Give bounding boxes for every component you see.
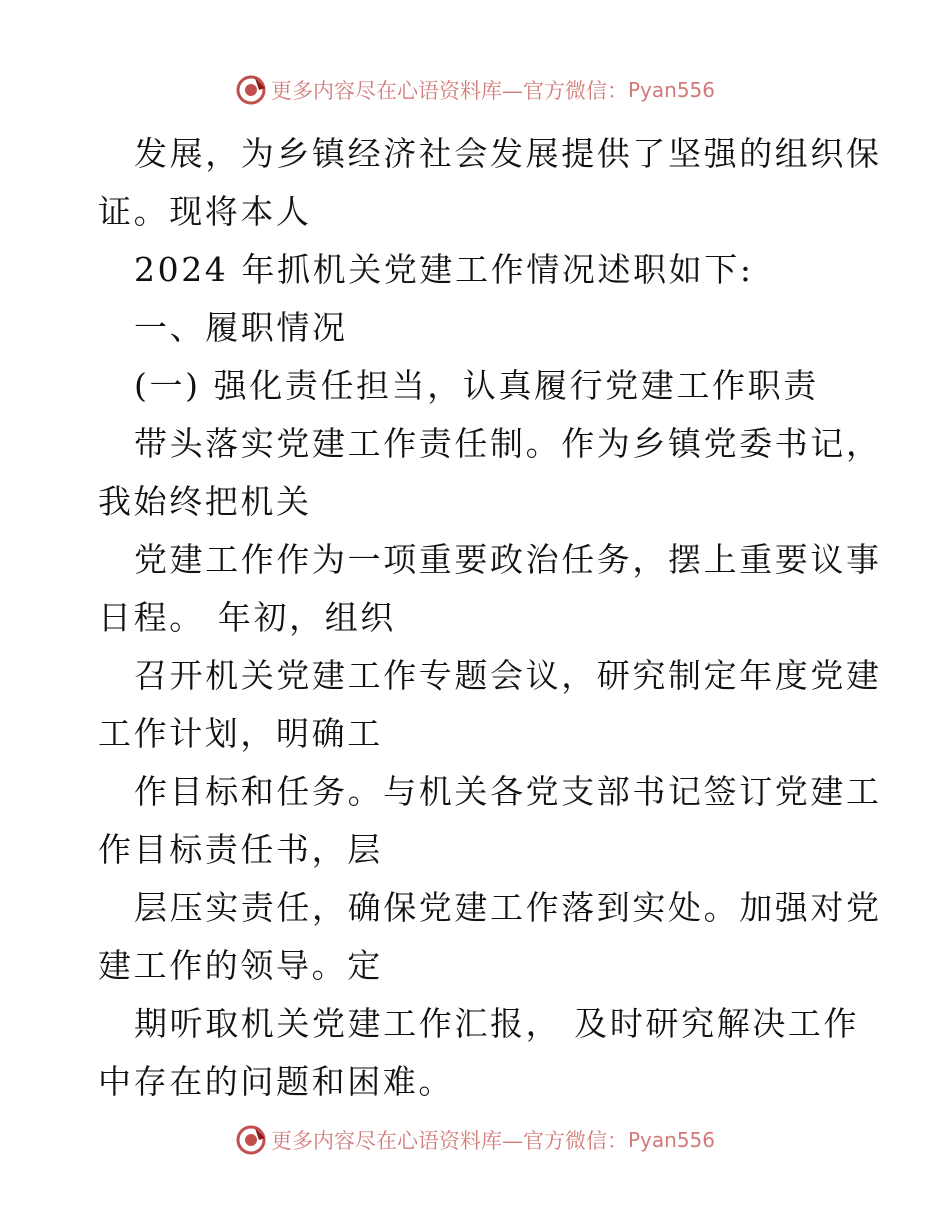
watermark-text: 更多内容尽在心语资料库—官方微信：	[270, 79, 628, 103]
text-line: 日程。 年初，组织	[98, 598, 396, 637]
text-line: 发展，为乡镇经济社会发展提供了坚强的组织保	[134, 134, 882, 173]
text-line: 建工作的领导。定	[98, 946, 383, 985]
text-line: 召开机关党建工作专题会议，研究制定年度党建	[134, 656, 882, 695]
text-line: (一) 强化责任担当，认真履行党建工作职责	[134, 366, 819, 405]
text-line: 期听取机关党建工作汇报， 及时研究解决工作	[134, 1004, 860, 1043]
text-line: 工作计划，明确工	[98, 714, 383, 753]
pen-logo-icon	[235, 1124, 267, 1156]
text-line: 作目标和任务。与机关各党支部书记签订党建工	[134, 772, 882, 811]
text-line: 作目标责任书，层	[98, 830, 383, 869]
pen-logo-icon	[235, 74, 267, 106]
text-line: 2024 年抓机关党建工作情况述职如下:	[134, 250, 754, 289]
watermark-wechat-id: Pyan556	[627, 78, 715, 102]
text-line: 我始终把机关	[98, 482, 312, 521]
text-line: 党建工作作为一项重要政治任务，摆上重要议事	[134, 540, 882, 579]
watermark-wechat-id: Pyan556	[627, 1128, 715, 1152]
watermark-text: 更多内容尽在心语资料库—官方微信：	[270, 1129, 628, 1153]
watermark-footer	[0, 1120, 950, 1160]
text-line: 中存在的问题和困难。	[98, 1062, 454, 1101]
text-line: 带头落实党建工作责任制。作为乡镇党委书记，	[134, 424, 882, 463]
text-line: 一、履职情况	[134, 308, 348, 347]
text-line: 证。现将本人	[98, 192, 312, 231]
watermark-header	[0, 70, 950, 110]
text-line: 层压实责任，确保党建工作落到实处。加强对党	[134, 888, 882, 927]
